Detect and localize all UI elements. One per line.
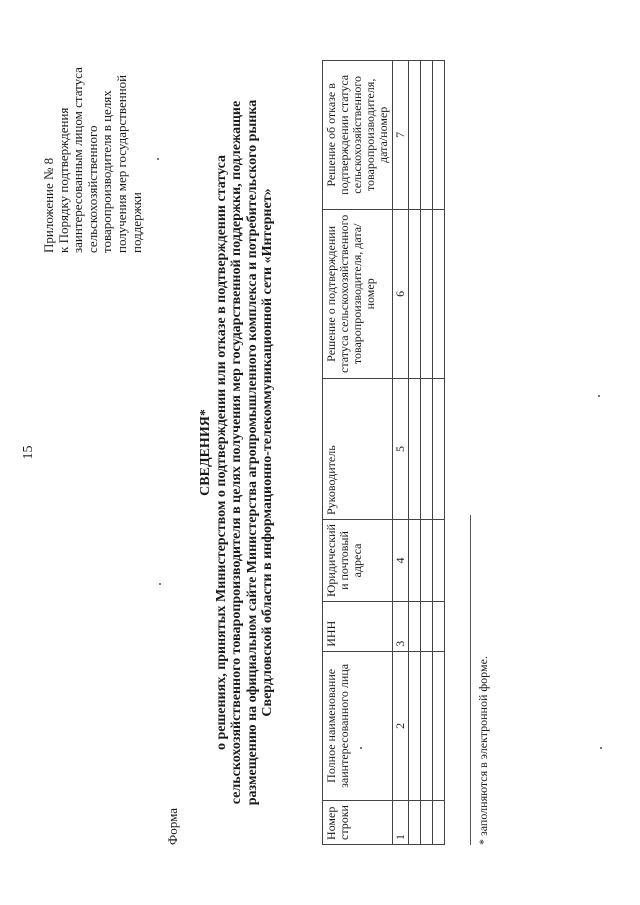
header-row-number: Номер строки bbox=[323, 801, 393, 845]
table-row bbox=[409, 61, 421, 845]
table-cell bbox=[421, 520, 433, 602]
table-cell bbox=[433, 209, 445, 378]
column-number: 6 bbox=[393, 209, 409, 378]
scan-speck bbox=[360, 747, 362, 749]
header-addresses: Юридический и почтовый адреса bbox=[323, 520, 393, 602]
appendix-reference bbox=[42, 35, 144, 253]
column-number: 5 bbox=[393, 379, 409, 520]
heading-title: СВЕДЕНИЯ* bbox=[198, 409, 213, 496]
footnote: * заполняются в электронной форме. bbox=[476, 656, 490, 845]
header-confirmation-decision: Решение о подтверждении статуса сельскохозяйственного товаропроизводителя, дата/номер bbox=[323, 209, 393, 378]
decisions-table bbox=[322, 60, 445, 845]
table-cell bbox=[421, 61, 433, 210]
table-cell bbox=[421, 601, 433, 651]
appendix-line: получения мер государственной bbox=[113, 74, 129, 253]
scan-speck bbox=[159, 583, 161, 585]
table-cell bbox=[409, 209, 421, 378]
table-cell bbox=[433, 801, 445, 845]
scan-speck bbox=[598, 395, 600, 397]
appendix-line: товаропроизводителя в целях bbox=[99, 90, 115, 253]
column-number-row bbox=[393, 61, 409, 845]
column-number: 4 bbox=[393, 520, 409, 602]
table-cell bbox=[409, 601, 421, 651]
form-label: Форма bbox=[165, 808, 180, 845]
column-number: 7 bbox=[393, 61, 409, 210]
appendix-line: сельскохозяйственного bbox=[84, 125, 100, 253]
table-cell bbox=[409, 520, 421, 602]
table-row bbox=[421, 61, 433, 845]
table-cell bbox=[409, 801, 421, 845]
heading-line: размещению на официальном сайте Министерства агропромышленного комплекса и потребительского рынка bbox=[244, 99, 260, 806]
table-cell bbox=[421, 801, 433, 845]
column-number: 1 bbox=[393, 801, 409, 845]
table-cell bbox=[421, 209, 433, 378]
heading-line: Свердловской области в информационно-телекоммуникационной сети «Интернет» bbox=[260, 188, 275, 717]
table-cell bbox=[433, 520, 445, 602]
appendix-line: заинтересованным лицом статуса bbox=[70, 67, 86, 253]
scan-speck bbox=[600, 747, 602, 749]
table-cell bbox=[421, 651, 433, 800]
page-number: 15 bbox=[21, 445, 36, 460]
document-heading bbox=[198, 0, 276, 905]
appendix-line: Приложение № 8 bbox=[41, 157, 56, 253]
header-refusal-decision: Решение об отказе в подтверждении статуса сельскохозяйственного товаропроизводителя, дата/номер bbox=[323, 61, 393, 210]
table-cell bbox=[421, 379, 433, 520]
scan-speck bbox=[157, 158, 159, 160]
table-cell bbox=[409, 379, 421, 520]
column-number: 2 bbox=[393, 651, 409, 800]
appendix-line: к Порядку подтверждения bbox=[55, 107, 71, 253]
table-cell bbox=[409, 651, 421, 800]
heading-line: о решениях, принятых Министерством о подтверждении или отказе в подтверждении статуса bbox=[213, 154, 229, 751]
table-cell bbox=[433, 379, 445, 520]
table-cell bbox=[409, 61, 421, 210]
table-cell bbox=[433, 601, 445, 651]
header-inn: ИНН bbox=[323, 601, 393, 651]
footnote-separator bbox=[470, 515, 471, 845]
header-director: Руководитель bbox=[323, 379, 393, 520]
table-cell bbox=[433, 61, 445, 210]
header-full-name: Полное наименование заинтересованного лица bbox=[323, 651, 393, 800]
table-cell bbox=[433, 651, 445, 800]
column-number: 3 bbox=[393, 601, 409, 651]
appendix-line: поддержки bbox=[128, 192, 144, 253]
table-header-row bbox=[323, 61, 393, 845]
heading-line: сельскохозяйственного товаропроизводителя в целях получения мер государственной поддержки, подлежащие bbox=[229, 100, 244, 805]
table-row bbox=[433, 61, 445, 845]
